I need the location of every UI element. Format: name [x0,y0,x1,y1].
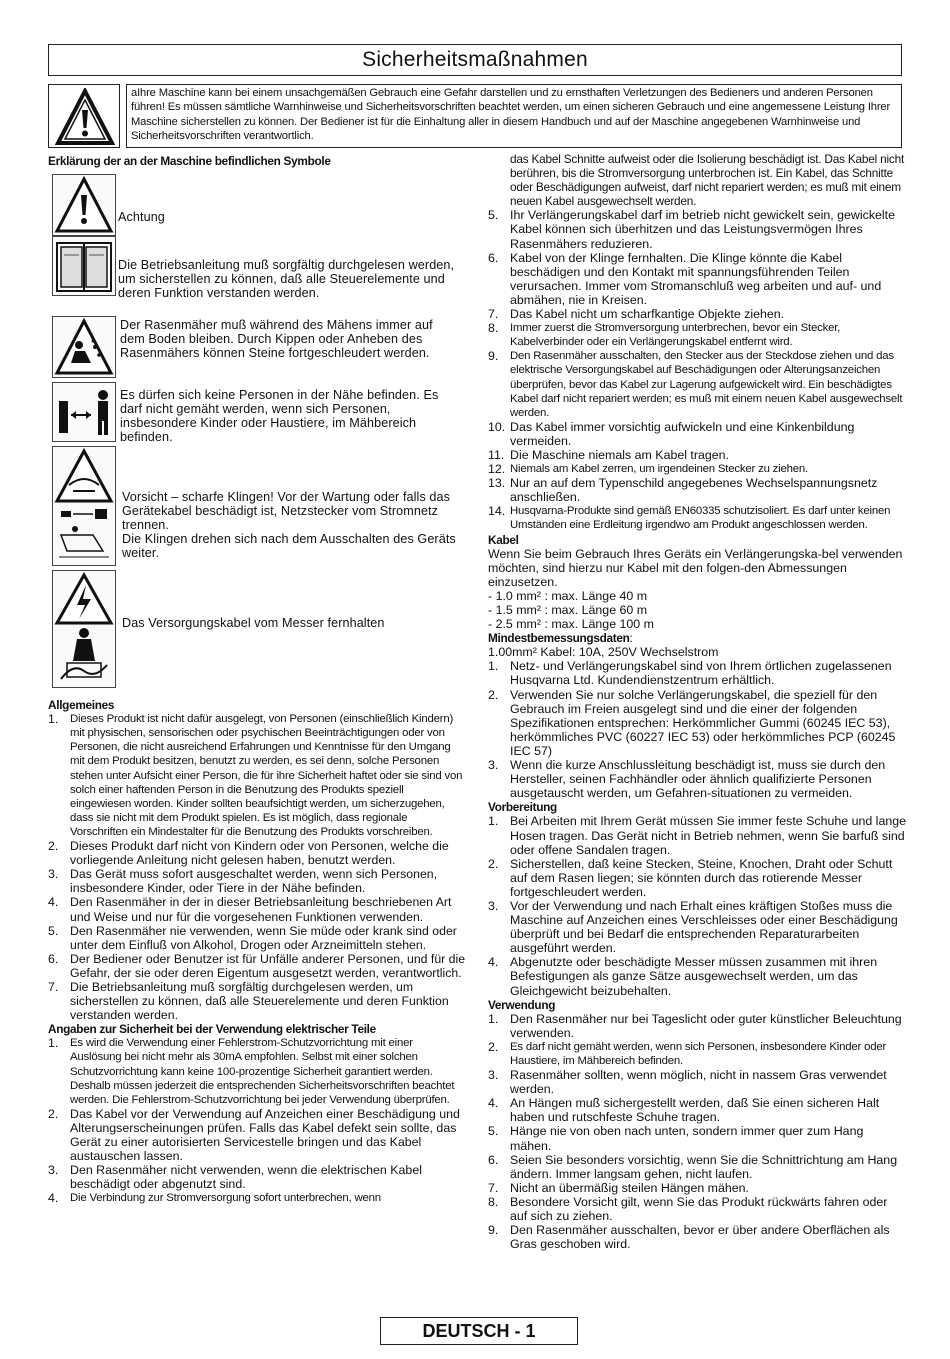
list-item: 3. Wenn die kurze Anschlussleitung beschädigt ist, muss sie durch den Hersteller, seinen Fachhändler oder ähnlich qualifizierte Personen ausgetauscht werden, um Gefahren-situationen zu vermeiden. [488,758,886,801]
list-item: 4. Die Verbindung zur Stromversorgung sofort unterbrechen, wenn [48,1191,381,1206]
list-item: 9. Den Rasenmäher ausschalten, bevor er über andere Oberflächen als Gras geschoben wird. [488,1223,890,1252]
intro-text: aIhre Maschine kann bei einem unsachgemäßen Gebrauch eine Gefahr darstellen und zu ernsthaften Verletzungen des Bedieners und anderen Personen führen! Es müssen sämtliche Warnhinweise und Sicherheitsvorschriften beachtet werden, um einen sicheren Gebrauch und eine angemessene Leistung Ihrer Maschine sicherstellen zu können. Der Bediener ist für die Einhaltung aller in diesem Handbuch und auf der Maschine angegebenen Warnhinweise und Sicherheitsvorschriften verantwortlich. [126,84,902,148]
intro-warning-box [48,84,120,148]
symbol-text-5: Vorsicht – scharfe Klingen! Vor der Wartung oder falls das Gerätekabel beschädigt ist, Netzstecker vom Stromnetz trennen. Die Klingen drehen sich nach dem Ausschalten des Geräts weiter. [122,490,456,561]
list-item: 2. Es darf nicht gemäht werden, wenn sich Personen, insbesondere Kinder oder Haustiere, im Mähbereich befinden. [488,1039,887,1067]
symbol-text-6: Das Versorgungskabel vom Messer fernhalten [122,616,385,631]
verwendung-heading: Verwendung [488,997,556,1012]
right-column [488,152,906,1251]
list-item: 1. Netz- und Verlängerungskabel sind von Ihrem örtlichen zugelassenen Husqvarna Ltd. Kundendienstzentrum erhältlich. [488,659,892,688]
list-item: 7. Das Kabel nicht um scharfkantige Objekte ziehen. [488,307,785,322]
list-item: 2. Das Kabel vor der Verwendung auf Anzeichen einer Beschädigung und Alterungserscheinungen prüfen. Falls das Kabel defekt sein sollte, das Gerät zu einer autorisierten Servicestelle bringen und das Kabel austauschen lassen. [48,1106,460,1164]
list-item: 10. Das Kabel immer vorsichtig aufwickeln und eine Kinkenbildung vermeiden. [488,419,855,448]
list-item: 1. Den Rasenmäher nur bei Tageslicht oder guter künstlicher Beleuchtung verwenden. [488,1011,902,1040]
page-title: Sicherheitsmaßnahmen [48,44,902,76]
list-item: 13. Nur an auf dem Typenschild angegebenes Wechselspannungsnetz anschließen. [488,476,878,505]
list-item: 6. Seien Sie besonders vorsichtig, wenn Sie die Schnittrichtung am Hang ändern. Immer langsam gehen, nicht laufen. [488,1152,898,1181]
list-item: 1. Bei Arbeiten mit Ihrem Gerät müssen Sie immer feste Schuhe und lange Hosen tragen. Das Gerät nicht in Betrieb nehmen, wenn Sie barfuß sind oder offene Sandalen tragen. [488,814,907,857]
list-item: 9. Den Rasenmäher ausschalten, den Stecker aus der Steckdose ziehen und das elektrische Versorgungskabel auf Beschädigungen oder Alterungsanzeichen überprüfen, bevor das Kabel zur Lagerung aufgewickelt wird. Ein beschädigtes Kabel darf nicht repariert werden; es muß mit einem neuen Kabel ausgewechselt werden. [488,349,903,419]
sharp-blades-icon [52,446,116,566]
mindest-line: 1.00mm² Kabel: 10A, 250V Wechselstrom [488,645,719,660]
electric-list-left [48,1036,466,1205]
kabel-text: Wenn Sie beim Gebrauch Ihres Geräts ein Verlängerungska-bel verwenden möchten, sind hierzu nur Kabel mit den folgen-den Abmessungen einzusetzen. [488,546,903,589]
list-item: 2. Dieses Produkt darf nicht von Kindern oder von Personen, welche die vorliegende Anleitung nicht gelesen haben, benutzt werden. [48,839,449,868]
warning-triangle-icon [52,174,116,236]
intro-box [48,84,902,148]
list-item: 2. Verwenden Sie nur solche Verlängerungskabel, die speziell für den Gebrauch im Freien ausgelegt sind und die einer der folgenden Spezifikationen entsprechen: Herkömmlicher Gummi (60245 IEC 53), herkömmliches PVC (60227 IEC 53) oder herkömmliches PCP (60245 IEC 57) [488,687,896,758]
vorbereitung-heading: Vorbereitung [488,800,557,815]
list-item: 5. Ihr Verlängerungskabel darf im betrieb nicht gewickelt sein, gewickelte Kabel können sich überhitzen und das Leistungsvermögen Ihres Rasenmähers reduzieren. [488,208,895,251]
kabel-size-2: - 1.5 mm² : max. Länge 60 m [488,603,648,617]
electric-heading: Angaben zur Sicherheit bei der Verwendung elektrischer Teile [48,1022,376,1037]
allgemeines-list [48,712,466,1022]
list-item: 5. Den Rasenmäher nie verwenden, wenn Sie müde oder krank sind oder unter dem Einfluß von Alkohol, Drogen oder Arzneimitteln stehen. [48,923,457,952]
vorbereitung-list [488,814,906,997]
list-item: 4. Abgenutzte oder beschädigte Messer müssen zusammen mit ihren Befestigungen als ganze Sätze ausgewechselt werden, um das Gleichgewicht beizubehalten. [488,955,878,998]
page-footer: DEUTSCH - 1 [380,1317,578,1345]
verwendung-list [488,1012,906,1252]
symbol-text-3: Der Rasenmäher muß während des Mähens immer auf dem Boden bleiben. Durch Kippen oder Anheben des Rasenmähers können Steine fortgeschleudert werden. [120,318,433,361]
list-item: 3. Vor der Verwendung und nach Erhalt eines kräftigen Stoßes muss die Maschine auf Anzeichen eines Verschleisses oder einer Beschädigung überprüft und bei Bedarf die entsprechenden Reparaturarbeiten ausgeführt werden. [488,898,898,956]
list-item: 14. Husqvarna-Produkte sind gemäß EN60335 schutzisoliert. Es darf unter keinen Umständen eine Erdleitung irgendwo am Produkt angeschlossen werden. [488,504,891,532]
manual-book-icon [52,236,116,296]
thrown-objects-icon [52,316,116,378]
list-item: 12. Niemals am Kabel zerren, um irgendeinen Stecker zu ziehen. [488,462,808,477]
electric-item-4-continued: das Kabel Schnitte aufweist oder die Isolierung beschädigt ist. Das Kabel nicht berühren, bis die Stromversorgung unterbrochen ist. Ein Kabel, das Schnitte oder Beschädigungen aufweist, darf nicht repariert werden; es muß mit einem neuen Kabel ausgewechselt werden. [510,152,905,209]
list-item: 11. Die Maschine niemals am Kabel tragen. [488,447,730,462]
symbol-text-1: Achtung [118,210,165,225]
kabel-size-3: - 2.5 mm² : max. Länge 100 m [488,617,654,632]
list-item: 4. An Hängen muß sichergestellt werden, daß Sie einen sicheren Halt haben und rutschfeste Schuhe tragen. [488,1096,880,1125]
list-item: 2. Sicherstellen, daß keine Stecken, Steine, Knochen, Draht oder Schutt auf dem Rasen liegen; sie könnten durch das rotierende Messer fortgeschleudert werden. [488,856,893,899]
left-column [48,154,466,1205]
list-item: 3. Das Gerät muss sofort ausgeschaltet werden, wenn sich Personen, insbesondere Kinder, oder Tiere in der Nähe befinden. [48,867,438,896]
kabel-heading: Kabel [488,532,519,547]
list-item: 6. Der Bediener oder Benutzer ist für Unfälle anderer Personen, und für die Gefahr, der sie oder deren Eigentum ausgesetzt werden, verantwortlich. [48,951,466,980]
warning-triangle-icon [55,88,115,146]
keep-distance-icon [52,382,116,442]
symbols-block [48,174,466,688]
list-item: 6. Kabel von der Klinge fernhalten. Die Klinge könnte die Kabel beschädigen und den Kontakt mit spannungsführenden Teilen verursachen. Immer vom Stromanschluß weg arbeiten und auf- und abmähen, nie in Kreisen. [488,250,882,307]
symbols-heading: Erklärung der an der Maschine befindlichen Symbole [48,154,331,168]
list-item: 3. Den Rasenmäher nicht verwenden, wenn die elektrischen Kabel beschädigt oder abgenutzt sind. [48,1163,422,1192]
list-item: 8. Immer zuerst die Stromversorgung unterbrechen, bevor ein Stecker, Kabelverbinder oder ein Verlängerungskabel entfernt wird. [488,321,841,349]
mindest-list [488,659,906,800]
symbol-text-4: Es dürfen sich keine Personen in der Nähe befinden. Es darf nicht gemäht werden, wenn sich Personen, insbesondere Kinder oder Haustiere, im Mähbereich befinden. [120,388,439,445]
electric-list-right [488,208,906,532]
list-item: 3. Rasenmäher sollten, wenn möglich, nicht in nassem Gras verwendet werden. [488,1068,887,1097]
list-item: 5. Hänge nie von oben nach unten, sondern immer quer zum Hang mähen. [488,1124,864,1153]
list-item: 1. Es wird die Verwendung einer Fehlerstrom-Schutzvorrichtung mit einer Auslösung bei nicht mehr als 30mA empfohlen. Selbst mit einer solchen Schutzvorrichtung kann keine 100-prozentige Sicherheit garantiert werden. Deshalb müssen jederzeit die entsprechenden Sicherheitsvorschriften beachtet werden. Die Fehlerstrom-Schutzvorrichtung bei jeder Verwendung überprüfen. [48,1036,455,1106]
symbol-text-2: Die Betriebsanleitung muß sorgfältig durchgelesen werden, um sicherstellen zu können, daß alle Steuerelemente und deren Funktion verstanden werden. [118,258,455,301]
electric-cable-icon [52,570,116,688]
kabel-size-1: - 1.0 mm² : max. Länge 40 m [488,588,648,603]
allgemeines-heading: Allgemeines [48,698,115,713]
list-item: 4. Den Rasenmäher in der in dieser Betriebsanleitung beschriebenen Art und Weise und nur für die vorgesehenen Funktionen verwenden. [48,895,452,924]
list-item: 7. Nicht an übermäßig steilen Hängen mähen. [488,1180,749,1195]
list-item: 7. Die Betriebsanleitung muß sorgfältig durchgelesen werden, um sicherstellen zu können, daß alle Steuerelemente und deren Funktion verstanden werden. [48,979,449,1023]
list-item: 1. Dieses Produkt ist nicht dafür ausgelegt, von Personen (einschließlich Kindern) mit physischen, sensorischen oder psychischen Beeinträchtigungen oder von Personen, die nicht ausreichend Erfahrungen und Kenntnisse für den Umgang mit dem Produkt besitzen, benutzt zu werden, es sei denn, solche Personen stehen unter Aufsicht einer Person, die für ihre Sicherheit haftet oder sie sind von solch einer haftenden Person in die Benutzung des Produkts speziell eingewiesen worden. Kinder sollten beaufsichtigt werden, um sicherzugehen, dass sie nicht mit dem Produkt spielen. Es ist möglich, dass regionale Vorschriften ein Mindestalter für die Benutzung des Produkts vorschreiben. [48,712,463,838]
mindest-heading: Mindestbemessungsdaten: [488,631,633,646]
list-item: 8. Besondere Vorsicht gilt, wenn Sie das Produkt rückwärts fahren oder auf sich zu ziehen. [488,1194,888,1224]
